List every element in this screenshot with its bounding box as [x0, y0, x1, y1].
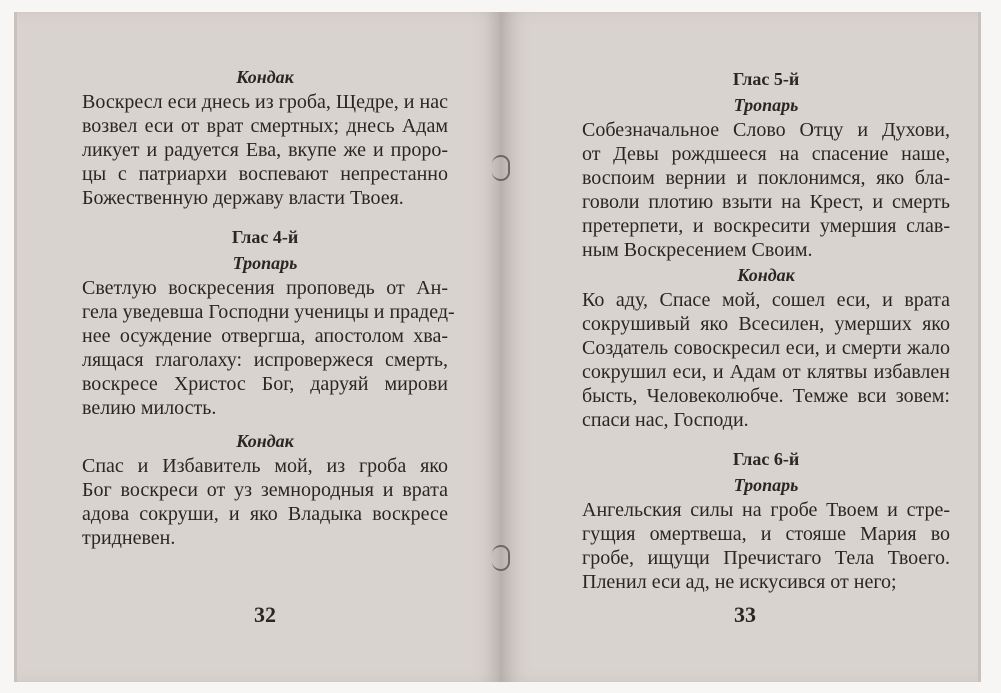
- text-line: Создатель совоскресил еси, и смерти жало: [582, 337, 950, 359]
- section-heading: Кондак: [737, 265, 795, 285]
- text-line: цы с патриархи воспевают непрестанно: [82, 163, 448, 185]
- paragraph: [582, 288, 950, 432]
- binding-stitch: [492, 545, 510, 571]
- text-line: Бог воскреси от уз земнородныя и врата: [82, 479, 448, 501]
- binding-stitch: [492, 155, 510, 181]
- tone-heading: Глас 4-й: [231, 227, 299, 247]
- text-line: Собезначальное Слово Отцу и Духови,: [582, 119, 950, 141]
- paragraph: [82, 276, 455, 420]
- text-line: Светлую воскресения проповедь от Ан-: [82, 277, 448, 299]
- section-heading: Тропарь: [232, 253, 298, 273]
- text-line: Ко аду, Спасе мой, сошел еси, и врата: [582, 289, 950, 311]
- text-line: Воскресл еси днесь из гроба, Щедре, и нас: [82, 91, 448, 113]
- text-line: от Девы рождшееся на спасение наше,: [582, 143, 950, 165]
- text-line: лящася глаголаху: испровержеся смерть,: [82, 349, 448, 371]
- tone-heading: Глас 6-й: [732, 449, 800, 469]
- section-heading: Кондак: [236, 431, 294, 451]
- right-page-text: [582, 66, 950, 594]
- text-line: Божественную державу власти Твоея.: [82, 187, 404, 209]
- page-number-right: 33: [734, 602, 756, 627]
- text-line: гущия омертвеша, и стояше Мария во: [582, 523, 950, 545]
- text-line: Ангельския силы на гробе Твоем и стре-: [582, 499, 950, 521]
- page-number-left: 32: [254, 602, 276, 627]
- paragraph: [82, 454, 448, 550]
- text-line: нее осуждение отвергша, апостолом хва-: [82, 325, 448, 347]
- section-heading: Тропарь: [733, 475, 799, 495]
- text-line: Пленил еси ад, не искусився от него;: [582, 571, 897, 593]
- text-line: ликует и радуется Ева, вкупе же и проро-: [82, 139, 448, 161]
- text-line: Спас и Избавитель мой, из гроба яко: [82, 455, 448, 477]
- text-line: тридневен.: [82, 527, 176, 549]
- text-line: претерпети, и воскресити умершия слав-: [582, 215, 950, 237]
- section-heading: Кондак: [236, 67, 294, 87]
- text-line: гробе, ищущи Пречистаго Тела Твоего.: [582, 547, 950, 569]
- text-line: сокрушил еси, и Адам от клятвы избавлен: [582, 361, 950, 383]
- text-line: адова сокруши, и яко Владыка воскресе: [82, 503, 448, 525]
- text-line: воскресе Христос Бог, даруяй мирови: [82, 373, 448, 395]
- tone-heading: Глас 5-й: [732, 69, 800, 89]
- text-line: воспоим вернии и поклонимся, яко бла-: [582, 167, 950, 189]
- paragraph: [582, 498, 950, 594]
- left-page-text: [82, 64, 455, 550]
- text-line: возвел еси от врат смертных; днесь Адам: [82, 115, 448, 137]
- text-line: сокрушивый яко Всесилен, умерших яко: [582, 313, 950, 335]
- text-line: гела уведевша Господни ученицы и прадед-: [82, 301, 455, 323]
- text-line: спаси нас, Господи.: [582, 409, 749, 431]
- text-line: бысть, Человеколюбче. Темже вси зовем:: [582, 385, 950, 407]
- paragraph: [582, 118, 950, 262]
- text-line: говоли плотию взыти на Крест, и смерть: [582, 191, 950, 213]
- text-line: ным Воскресением Своим.: [582, 239, 813, 261]
- text-line: велию милость.: [82, 397, 217, 419]
- paragraph: [82, 90, 448, 210]
- section-heading: Тропарь: [733, 95, 799, 115]
